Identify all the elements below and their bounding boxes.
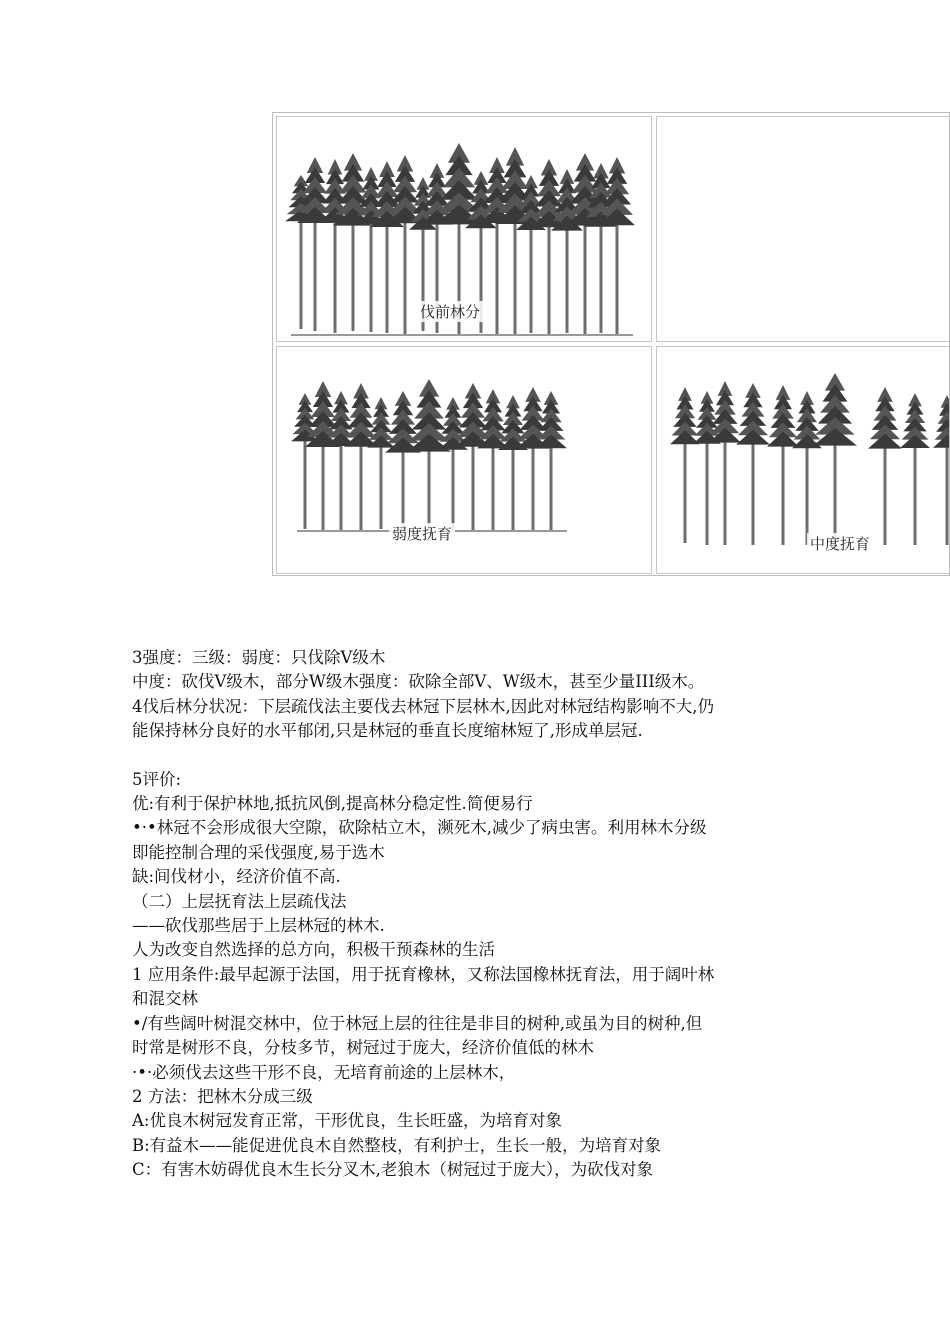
- text-line: A:优良木树冠发育正常，干形优良，生长旺盛，为培育对象: [132, 1111, 562, 1131]
- conifer-tree: [767, 385, 799, 545]
- blank-line: [132, 744, 822, 768]
- panel-weak-thinning: [276, 346, 652, 574]
- text-line: 3强度：三级：弱度：只伐除V级木: [132, 648, 386, 667]
- conifer-tree: [736, 383, 770, 545]
- conifer-tree: [498, 395, 528, 531]
- caption-weak-thinning: 弱度抚育: [389, 523, 455, 544]
- conifer-tree: [900, 393, 930, 545]
- conifer-tree: [385, 391, 421, 531]
- conifer-tree: [407, 379, 451, 533]
- text-line: 5评价:: [132, 769, 182, 789]
- text-line: 4伐后林分状况：下层疏伐法主要伐去林冠下层林木,因此对林冠结构影响不大,仍: [132, 696, 714, 716]
- text-line: 和混交林: [132, 989, 198, 1009]
- trees-illustration-medium: [657, 347, 950, 574]
- conifer-tree: [709, 381, 741, 545]
- text-line: 人为改变自然选择的总方向，积极干预森林的生活: [132, 940, 495, 960]
- section-heading: （二）上层抚育法上层疏伐法: [132, 891, 347, 911]
- text-line: •·•林冠不会形成很大空隙，砍除枯立木，濒死木,减少了病虫害。利用林木分级: [132, 818, 707, 838]
- conifer-tree: [792, 391, 822, 545]
- text-line: 时常是树形不良，分枝多节，树冠过于庞大，经济价值低的林木: [132, 1038, 594, 1058]
- conifer-tree: [455, 383, 491, 531]
- text-line: 2 方法：把林木分成三级: [132, 1086, 313, 1106]
- panel-before-thinning: [276, 116, 652, 342]
- caption-medium-thinning: 中度抚育: [807, 533, 873, 554]
- text-line: 优:有利于保护林地,抵抗风倒,提高林分稳定性.简便易行: [132, 794, 533, 814]
- text-line: 1 应用条件:最早起源于法国，用于抚育橡林，又称法国橡林抚育法，用于阔叶林: [132, 964, 715, 984]
- conifer-tree: [344, 383, 378, 531]
- conifer-tree: [813, 373, 857, 547]
- conifer-tree: [531, 159, 567, 335]
- text-line: •/有些阔叶树混交林中，位于林冠上层的往往是非目的树种,或虽为目的树种,但: [132, 1013, 703, 1033]
- caption-before-thinning: 伐前林分: [417, 301, 483, 322]
- forest-thinning-figure: [272, 112, 950, 576]
- trees-illustration-weak: [277, 347, 652, 574]
- text-line: ——砍伐那些居于上层林冠的林木.: [132, 916, 385, 936]
- text-line: C：有害木妨碍优良木生长分叉木,老狼木（树冠过于庞大），为砍伐对象: [132, 1160, 654, 1180]
- panel-empty: [656, 116, 950, 342]
- conifer-tree: [933, 395, 950, 545]
- conifer-tree: [516, 387, 550, 531]
- text-line: ·•·必须伐去这些干形不良，无培育前途的上层林木，: [132, 1062, 516, 1082]
- text-line: 能保持林分良好的水平郁闭,只是林冠的垂直长度缩林短了,形成单层冠.: [132, 721, 643, 741]
- panel-medium-thinning: [656, 346, 950, 574]
- conifer-tree: [535, 391, 567, 531]
- conifer-tree: [477, 389, 509, 531]
- text-line: 缺:间伐材小，经济价值不高.: [132, 867, 341, 887]
- conifer-tree: [868, 387, 902, 545]
- document-body: [132, 646, 822, 1183]
- text-line: B:有益木——能促进优良木自然整枝，有利护士，生长一般，为培育对象: [132, 1135, 662, 1155]
- conifer-tree: [670, 387, 700, 543]
- text-line: 中度：砍伐V级木，部分W级木强度：砍除全部V、W级木，甚至少量III级木。: [132, 672, 705, 692]
- text-line: 即能控制合理的采伐强度,易于选木: [132, 842, 385, 862]
